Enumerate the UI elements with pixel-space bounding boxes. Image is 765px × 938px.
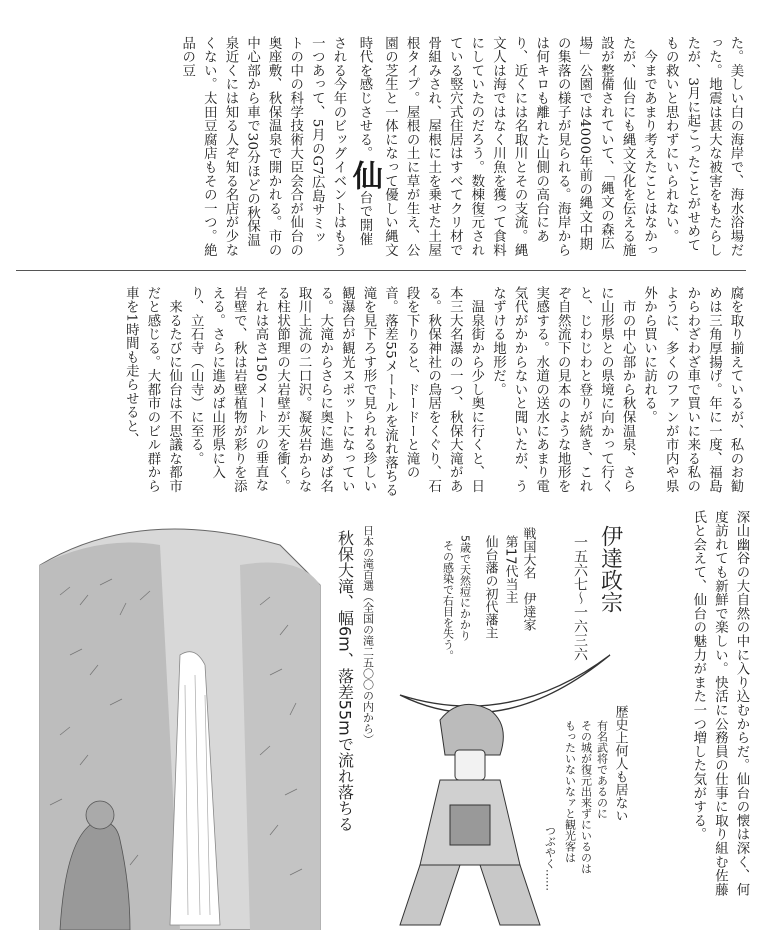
article-paragraph: 台で開催される今年のビッグイベントはもう一つあって、5月のG7広島サミットの中の科学技術大臣会合が仙台の奥座敷、秋保温泉で開かれる。市の中心部から車で30分ほどの秋保温泉近くには知る人ぞ知る名店が少なくない。太田豆腐店もその一つ。絶品の豆: [179, 36, 372, 257]
drop-cap: 仙: [346, 160, 382, 191]
tourist-quote: [544, 705, 629, 891]
samurai-desc-5: その感染で右目を失う。: [441, 540, 455, 661]
quote-line-3: その城が復元出来ずにいるのは: [579, 720, 593, 874]
article-column-top: [16, 36, 746, 258]
column-divider: [16, 270, 746, 271]
samurai-desc-3: 仙台藩の初代藩主: [482, 535, 498, 639]
quote-line-4: もったいないなァと観光客は: [563, 720, 577, 863]
quote-line-2: 有名武将であるのに: [595, 720, 609, 819]
samurai-desc-1: 戦国大名 伊達家: [520, 527, 536, 631]
waterfall-caption-1: 日本の滝百選（全国の滝二五〇〇の内から）: [361, 525, 375, 745]
article-column-bottom: [648, 510, 752, 910]
waterfall-caption-2: 秋保大滝、幅6m、落差55mで流れ落ちる: [335, 530, 355, 832]
samurai-years: 一五六七〜一六三六: [572, 535, 588, 661]
crescent-crest: [400, 655, 610, 713]
quote-line-5: つぶやく……: [543, 825, 557, 891]
article-column-middle: [16, 286, 746, 498]
quote-line-1: 歴史上何人も居ない: [612, 705, 628, 822]
samurai-desc-2: 第17代当主: [502, 535, 518, 604]
article-paragraph: た。美しい白の海岸で、海水浴場だった。地震は甚大な被害をもたらしたが、3月に起こったことがせめてもの救いと思わずにいられない。 今まであまり考えたことはなかったが、仙台にも縄文文化を伝える施設が整備されていて、「縄文の森広場」公園では4000年前の縄文中期の集落の様子が見られる。海岸からは何キロも離れた山側の高台にあり、近くには名取川とその支流。縄文人は海ではなく川魚を獲って食料にしていたのだろう。数棟復元されている竪穴式住居はすべてクリ材で骨組みされ、屋根に土を乗せた土屋根タイプ。屋根の土に草が生え、公園の芝生と一体になって優しい縄文時代を感じさせる。: [356, 36, 743, 257]
samurai-figure: [400, 704, 540, 925]
samurai-desc-4: 5歳で天然痘にかかり: [458, 535, 472, 641]
waterfall-sketch: [40, 529, 320, 930]
article-paragraph: 腐を取り揃えているが、私のお勧めは三角厚揚げ。年に一度、福島からわざわざ車で買いに来る私のように、多くのファンが市内や県外から買いに訪れる。 市の中心部から秋保温泉、さらに山形県との県境に向かって行くと、じわじわと登りが続き、これぞ自然流下の見本のような地形を実感する。水道の送水にあまり電気代がかからないと聞いたが、うなずける地形だ。 温泉街から少し奥に行くと、日本三大名瀑の一つ、秋保大滝がある。秋保神社の鳥居をくぐり、石段を下りると、ドードーと滝の音。落差55メートルを流れ落ちる滝を見下ろす形で見られる珍しい観瀑台が観光スポットになっている。大滝からさらに奥に進めば名取川上流の二口沢。凝灰岩からなる柱状節理の大岩壁が天を衝く。それは高さ150メートルの垂直な岩壁で、秋は岩壁植物が彩りを添える。さらに進めば山形県に入り、立石寺（山寺）に至る。 来るたびに仙台は不思議な都市だと感じる。大都市のビル群から車を1時間も走らせると、: [123, 286, 743, 498]
article-paragraph: 深山幽谷の大自然の中に入り込むからだ。仙台の懐は深く、何度訪れても新鮮で楽しい。快活に公務員の仕事に取り組む佐藤氏と会えて、仙台の魅力がまた一つ増した気がする。: [690, 510, 749, 897]
sketch-illustration: [20, 505, 640, 930]
samurai-name: 伊達政宗: [597, 525, 623, 613]
